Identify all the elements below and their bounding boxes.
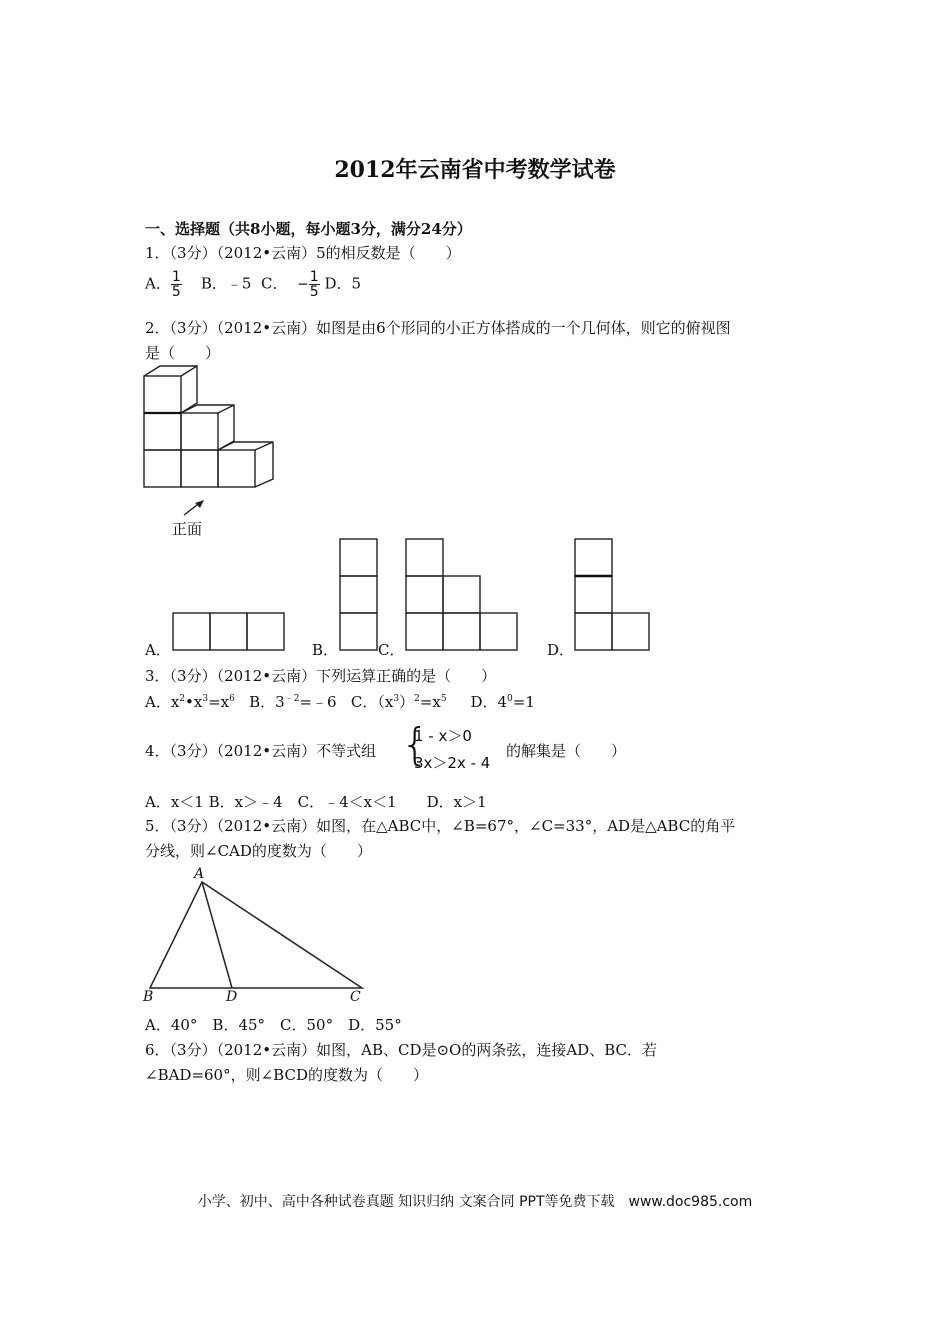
q1-option-c-label: C．	[260, 274, 288, 293]
q4-system-line1: 1 - x＞0	[414, 727, 472, 745]
q3-stem: 3．（3分）（2012•云南）下列运算正确的是（ ）	[145, 667, 497, 685]
footer-note: 小学、初中、高中各种试卷真题 知识归纳 文案合同 PPT等免费下载 www.doc985.com	[197, 1194, 753, 1210]
q2-option-b-label: B．	[312, 641, 339, 659]
q2-option-d-label: D．	[547, 641, 575, 659]
q2-option-a-figure	[171, 611, 287, 651]
q4-stem-pre: 4．（3分）（2012•云南）不等式组	[145, 742, 377, 760]
cube-solid-figure	[140, 362, 285, 494]
q1-option-a-fraction: $\frac{1}{5}$	[171, 269, 181, 300]
q2-option-c-label: C．	[378, 641, 405, 659]
vertex-d-label: D	[226, 989, 238, 1005]
q4-brace: {	[401, 719, 429, 770]
triangle-figure	[140, 866, 370, 1008]
q1-option-c-fraction: $\frac{1}{5}$	[309, 269, 319, 300]
vertex-c-label: C	[350, 989, 361, 1005]
q5-stem-line2: 分线，则∠CAD的度数为（ ）	[145, 842, 372, 860]
q5-options: A．40° B．45° C．50° D．55°	[145, 1016, 402, 1034]
q2-stem-line1: 2．（3分）（2012•云南）如图是由6个形同的小正方体搭成的一个几何体，则它的俯视图	[145, 319, 731, 337]
q5-stem-line1: 5．（3分）（2012•云南）如图，在△ABC中，∠B=67°，∠C=33°，AD是△ABC的角平	[145, 817, 736, 835]
q6-stem-line2: ∠BAD=60°，则∠BCD的度数为（ ）	[145, 1066, 428, 1084]
front-label: 正面	[172, 520, 203, 538]
q2-option-a-label: A．	[145, 641, 171, 659]
q1-option-c-minus: −	[297, 276, 309, 293]
q3-options: A．$x^2•x^3=x^6$ B．$3^{﹣2}=﹣6$ C．$(x^3)^2=x^5$ D．$4^0=1$	[145, 693, 535, 711]
q6-stem-line1: 6．（3分）（2012•云南）如图，AB、CD是⊙O的两条弦，连接AD、BC．若	[145, 1041, 657, 1059]
q2-stem-line2: 是（ ）	[145, 344, 221, 362]
vertex-b-label: B	[143, 989, 154, 1005]
q4-options: A．x＜1 B．x＞﹣4 C．﹣4＜x＜1 D．x＞1	[145, 793, 487, 811]
q2-option-d-figure	[573, 537, 653, 651]
page-title: 2012年云南省中考数学试卷	[334, 157, 616, 183]
q2-option-c-figure	[404, 537, 522, 651]
q1-option-a-label: A．	[145, 274, 171, 293]
section-heading: 一、选择题（共8小题，每小题3分，满分24分）	[145, 220, 472, 238]
q4-system-line2: 3x＞2x - 4	[414, 754, 491, 772]
q1-option-b: B．﹣5	[200, 274, 252, 293]
q1-options	[145, 270, 361, 299]
q2-option-b-figure	[338, 537, 380, 651]
q1-option-d: D．5	[324, 274, 362, 293]
vertex-a-label: A	[194, 866, 205, 882]
front-arrow-icon	[180, 497, 210, 519]
q1-stem: 1．（3分）（2012•云南）5的相反数是（ ）	[145, 244, 461, 262]
q4-stem-post: 的解集是（ ）	[506, 742, 627, 760]
